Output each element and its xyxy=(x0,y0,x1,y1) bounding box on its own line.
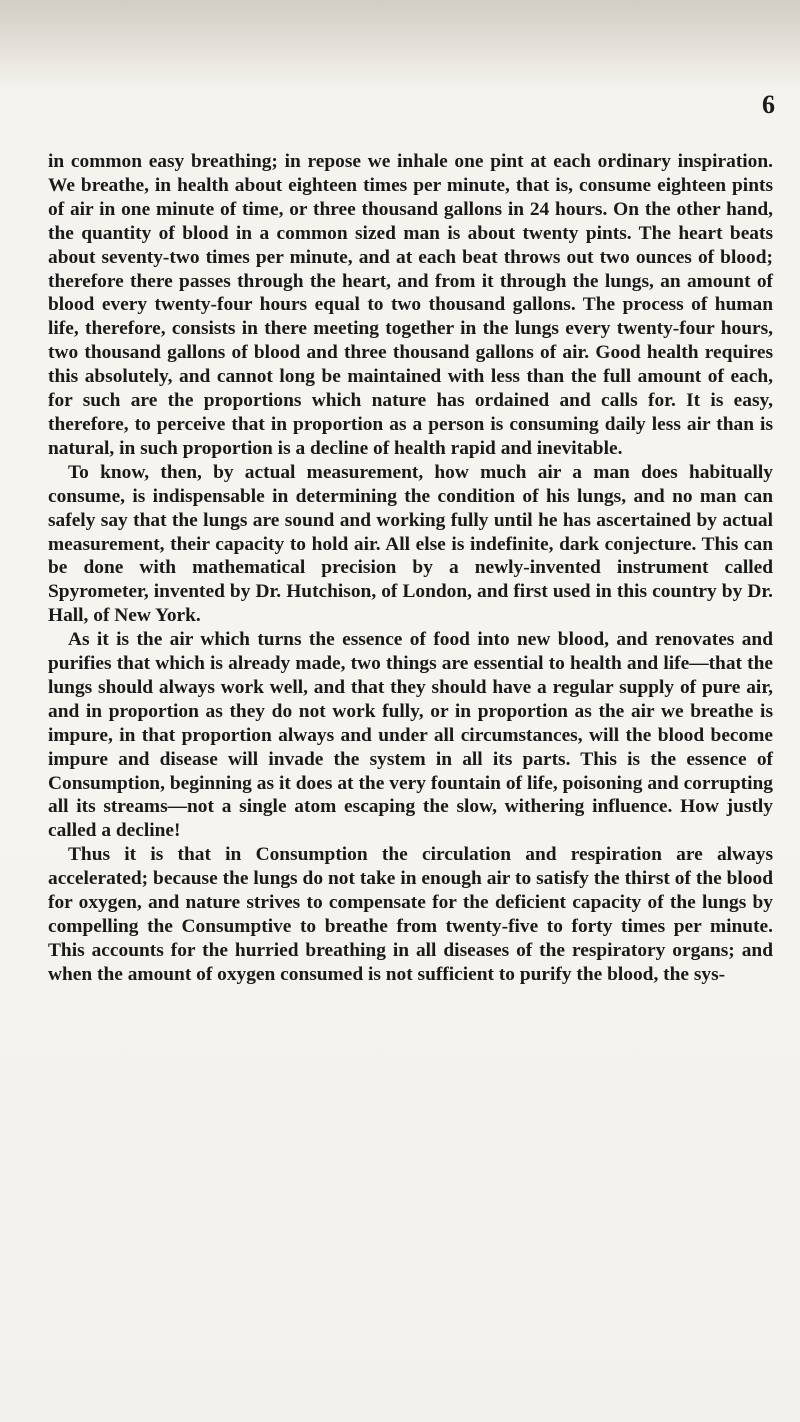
paragraph-pure-air: As it is the air which turns the essence of food into new blood, and renovates and purifies that which is already made, two things are essential to health and life—that the lungs should always work well, and that they should have a regular supply of pure air, and in proportion as they do not work fully, or in proportion as the air we breathe is impure, in that proportion always and under all circumstances, will the blood become impure and disease will invade the system in all its parts. This is the essence of Consumption, beginning as it does at the very fountain of life, poisoning and corrupting all its streams—not a single atom escaping the slow, withering influence. How justly called a decline! xyxy=(48,629,773,842)
paragraph-breathing-and-blood: in common easy breathing; in repose we inhale one pint at each ordinary inspiration. We breathe, in health about eighteen times per minute, that is, consume eighteen pints of air in one minute of time, or three thousand gallons in 24 hours. On the other hand, the quantity of blood in a common sized man is about twenty pints. The heart beats about seventy-two times per minute, and at each beat throws out two ounces of blood; therefore there passes through the heart, and from it through the lungs, an amount of blood every twenty-four hours equal to two thousand gallons. The process of human life, therefore, consists in there meeting together in the lungs every twenty-four hours, two thousand gallons of blood and three thousand gallons of air. Good health requires this absolutely, and cannot long be maintained with less than the full amount of each, for such are the proportions which nature has ordained and calls for. It is easy, therefore, to perceive that in proportion as a person is consuming daily less air than is natural, in such proportion is a decline of health rapid and inevitable. xyxy=(48,151,773,459)
page-top-shadow xyxy=(0,0,800,90)
paragraph-measurement: To know, then, by actual measurement, how much air a man does habitually consume, is indispensable in determining the condition of his lungs, and no man can safely say that the lungs are sound and working fully until he has ascertained by actual measurement, their capacity to hold air. All else is indefinite, dark conjecture. This can be done with mathematical precision by a newly-invented instrument called Spyrometer, invented by Dr. Hutchison, of London, and first used in this country by Dr. Hall, of New York. xyxy=(48,461,773,627)
paragraph-consumption: Thus it is that in Consumption the circulation and respiration are always accelerated; because the lungs do not take in enough air to satisfy the thirst of the blood for oxygen, and nature strives to compensate for the deficient capacity of the lungs by compelling the Consumptive to breathe from twenty-five to forty times per minute. This accounts for the hurried breathing in all diseases of the respiratory organs; and when the amount of oxygen consumed is not sufficient to purify the blood, the sys- xyxy=(48,844,773,985)
body-text xyxy=(48,150,773,987)
page-number: 6 xyxy=(762,90,775,119)
